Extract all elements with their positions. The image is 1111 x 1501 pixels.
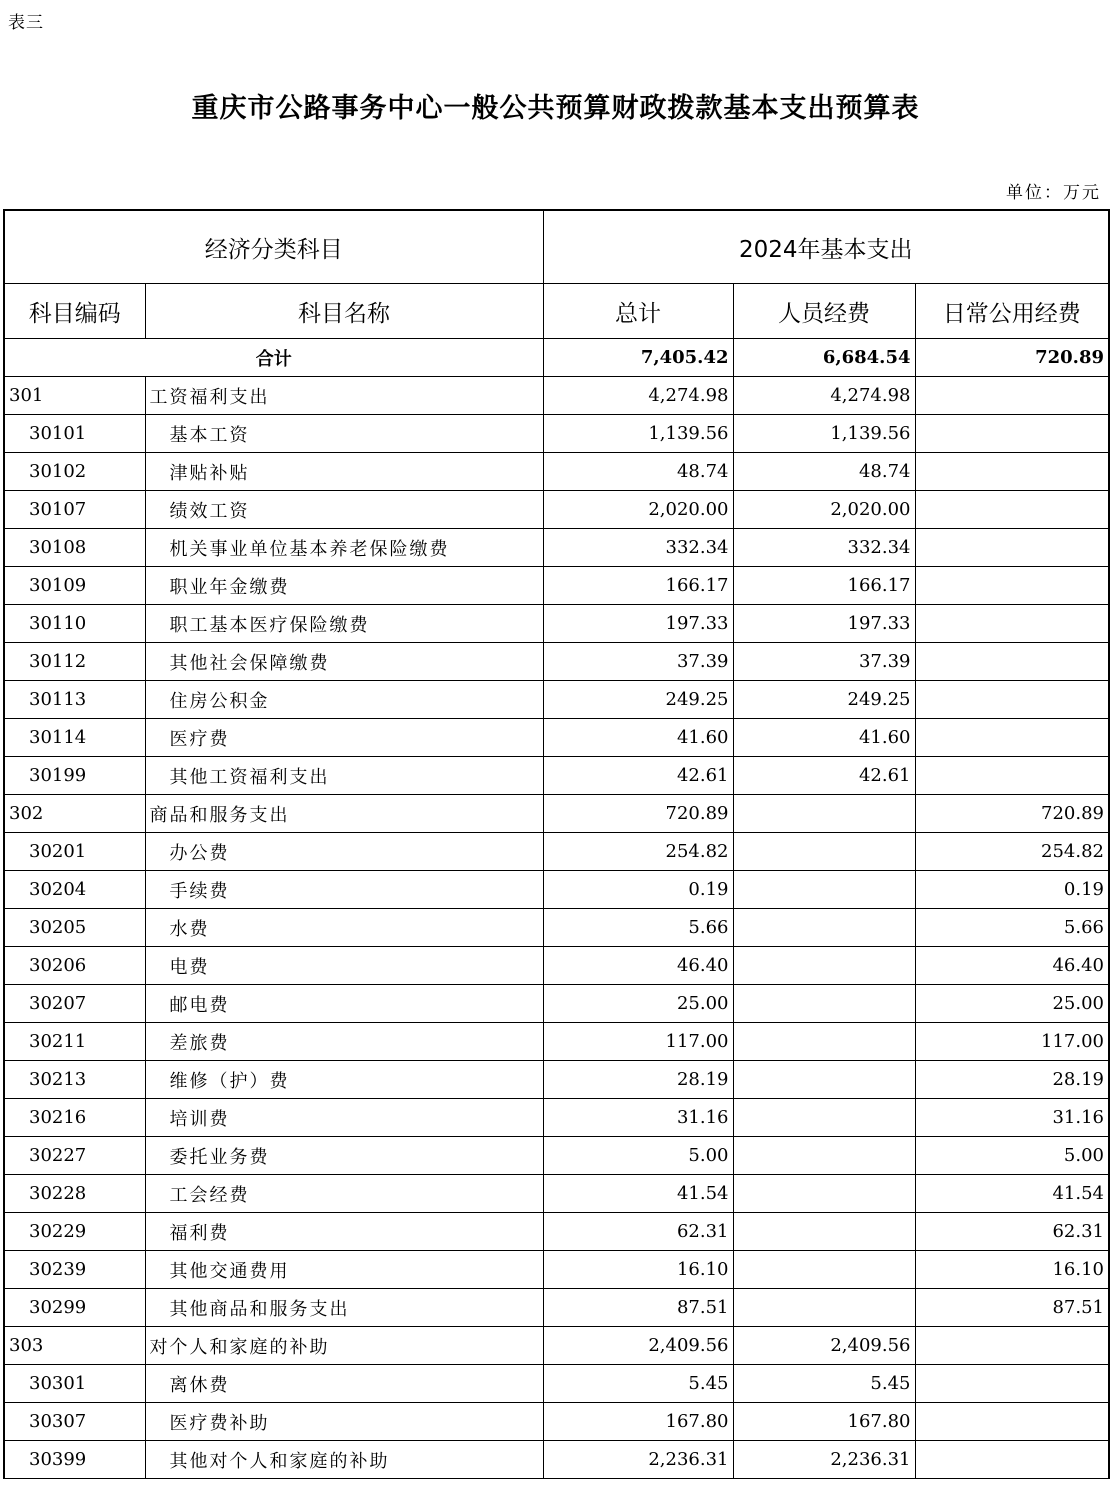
code-cell: 30110 [4, 605, 145, 643]
table-row [4, 1213, 1109, 1251]
personnel-cell: 2,409.56 [733, 1327, 915, 1365]
personnel-cell [733, 1289, 915, 1327]
personnel-cell [733, 1061, 915, 1099]
name-cell: 水费 [145, 909, 543, 947]
name-cell: 机关事业单位基本养老保险缴费 [145, 529, 543, 567]
total-cell: 167.80 [543, 1403, 733, 1441]
total-cell: 41.54 [543, 1175, 733, 1213]
daily-public-cell [915, 1403, 1109, 1441]
daily-public-cell: 46.40 [915, 947, 1109, 985]
code-cell: 30301 [4, 1365, 145, 1403]
code-cell: 303 [4, 1327, 145, 1365]
daily-public-cell [915, 719, 1109, 757]
table-row [4, 1061, 1109, 1099]
name-cell: 办公费 [145, 833, 543, 871]
code-cell: 30199 [4, 757, 145, 795]
category-row [4, 795, 1109, 833]
name-cell: 离休费 [145, 1365, 543, 1403]
table-row [4, 1365, 1109, 1403]
code-cell: 30239 [4, 1251, 145, 1289]
total-cell: 332.34 [543, 529, 733, 567]
personnel-cell: 332.34 [733, 529, 915, 567]
name-cell: 职工基本医疗保险缴费 [145, 605, 543, 643]
personnel-cell [733, 1137, 915, 1175]
personnel-cell [733, 1099, 915, 1137]
code-cell: 30229 [4, 1213, 145, 1251]
name-cell: 维修（护）费 [145, 1061, 543, 1099]
daily-public-cell [915, 681, 1109, 719]
personnel-cell [733, 909, 915, 947]
table-row [4, 1289, 1109, 1327]
personnel-cell: 1,139.56 [733, 415, 915, 453]
daily-public-cell: 31.16 [915, 1099, 1109, 1137]
personnel-cell: 166.17 [733, 567, 915, 605]
total-sum: 7,405.42 [543, 339, 733, 377]
code-cell: 30207 [4, 985, 145, 1023]
personnel-cell: 249.25 [733, 681, 915, 719]
total-cell: 62.31 [543, 1213, 733, 1251]
personnel-cell [733, 1213, 915, 1251]
total-cell: 249.25 [543, 681, 733, 719]
table-row [4, 567, 1109, 605]
total-cell: 720.89 [543, 795, 733, 833]
personnel-cell: 4,274.98 [733, 377, 915, 415]
table-row [4, 1099, 1109, 1137]
daily-public-cell [915, 453, 1109, 491]
name-cell: 医疗费 [145, 719, 543, 757]
code-cell: 30102 [4, 453, 145, 491]
daily-public-cell [915, 1365, 1109, 1403]
personnel-cell [733, 871, 915, 909]
personnel-cell: 41.60 [733, 719, 915, 757]
name-cell: 其他社会保障缴费 [145, 643, 543, 681]
name-cell: 住房公积金 [145, 681, 543, 719]
table-row [4, 605, 1109, 643]
total-cell: 197.33 [543, 605, 733, 643]
daily-public-cell: 62.31 [915, 1213, 1109, 1251]
total-cell: 5.45 [543, 1365, 733, 1403]
code-cell: 30109 [4, 567, 145, 605]
total-cell: 1,139.56 [543, 415, 733, 453]
daily-public-cell: 41.54 [915, 1175, 1109, 1213]
total-cell: 2,409.56 [543, 1327, 733, 1365]
code-cell: 30101 [4, 415, 145, 453]
category-row [4, 377, 1109, 415]
daily-public-cell [915, 757, 1109, 795]
name-cell: 培训费 [145, 1099, 543, 1137]
header-classification: 经济分类科目 [4, 210, 543, 284]
total-cell: 28.19 [543, 1061, 733, 1099]
name-cell: 手续费 [145, 871, 543, 909]
table-row [4, 909, 1109, 947]
table-row [4, 757, 1109, 795]
code-cell: 302 [4, 795, 145, 833]
name-cell: 邮电费 [145, 985, 543, 1023]
daily-public-cell [915, 377, 1109, 415]
total-cell: 166.17 [543, 567, 733, 605]
name-cell: 福利费 [145, 1213, 543, 1251]
personnel-cell: 48.74 [733, 453, 915, 491]
code-cell: 30211 [4, 1023, 145, 1061]
total-cell: 16.10 [543, 1251, 733, 1289]
daily-public-cell [915, 529, 1109, 567]
budget-table [3, 209, 1110, 1479]
header-code: 科目编码 [4, 284, 145, 339]
table-row [4, 985, 1109, 1023]
document-title: 重庆市公路事务中心一般公共预算财政拨款基本支出预算表 [191, 93, 920, 124]
daily-public-cell: 720.89 [915, 795, 1109, 833]
table-row [4, 719, 1109, 757]
code-cell: 30108 [4, 529, 145, 567]
total-label: 合计 [4, 339, 543, 377]
daily-public-cell: 87.51 [915, 1289, 1109, 1327]
header-basic-expense: 2024年基本支出 [543, 210, 1109, 284]
daily-public-cell [915, 567, 1109, 605]
total-cell: 42.61 [543, 757, 733, 795]
daily-public-cell: 254.82 [915, 833, 1109, 871]
total-cell: 37.39 [543, 643, 733, 681]
personnel-cell [733, 1251, 915, 1289]
name-cell: 其他工资福利支出 [145, 757, 543, 795]
header-name: 科目名称 [145, 284, 543, 339]
total-cell: 46.40 [543, 947, 733, 985]
name-cell: 其他商品和服务支出 [145, 1289, 543, 1327]
personnel-cell: 197.33 [733, 605, 915, 643]
total-cell: 5.00 [543, 1137, 733, 1175]
daily-public-cell: 28.19 [915, 1061, 1109, 1099]
total-cell: 25.00 [543, 985, 733, 1023]
name-cell: 医疗费补助 [145, 1403, 543, 1441]
table-row [4, 491, 1109, 529]
code-cell: 30307 [4, 1403, 145, 1441]
code-cell: 30206 [4, 947, 145, 985]
table-row [4, 529, 1109, 567]
header-total: 总计 [543, 284, 733, 339]
daily-public-cell: 5.00 [915, 1137, 1109, 1175]
name-cell: 电费 [145, 947, 543, 985]
name-cell: 商品和服务支出 [145, 795, 543, 833]
name-cell: 差旅费 [145, 1023, 543, 1061]
total-cell: 2,236.31 [543, 1441, 733, 1479]
name-cell: 绩效工资 [145, 491, 543, 529]
code-cell: 30112 [4, 643, 145, 681]
personnel-cell [733, 833, 915, 871]
table-row [4, 415, 1109, 453]
personnel-cell: 167.80 [733, 1403, 915, 1441]
total-cell: 31.16 [543, 1099, 733, 1137]
daily-public-cell [915, 415, 1109, 453]
total-personnel: 6,684.54 [733, 339, 915, 377]
daily-public-cell [915, 1441, 1109, 1479]
total-daily-public: 720.89 [915, 339, 1109, 377]
total-cell: 48.74 [543, 453, 733, 491]
table-row [4, 1403, 1109, 1441]
table-row [4, 1251, 1109, 1289]
total-cell: 0.19 [543, 871, 733, 909]
code-cell: 30299 [4, 1289, 145, 1327]
table-row [4, 947, 1109, 985]
header-personnel: 人员经费 [733, 284, 915, 339]
total-cell: 41.60 [543, 719, 733, 757]
daily-public-cell: 16.10 [915, 1251, 1109, 1289]
name-cell: 对个人和家庭的补助 [145, 1327, 543, 1365]
daily-public-cell [915, 491, 1109, 529]
header-row-columns [4, 284, 1109, 339]
code-cell: 30204 [4, 871, 145, 909]
personnel-cell [733, 947, 915, 985]
table-number-label: 表三 [8, 13, 44, 33]
total-cell: 5.66 [543, 909, 733, 947]
personnel-cell [733, 795, 915, 833]
code-cell: 30213 [4, 1061, 145, 1099]
personnel-cell: 42.61 [733, 757, 915, 795]
name-cell: 委托业务费 [145, 1137, 543, 1175]
code-cell: 30113 [4, 681, 145, 719]
name-cell: 职业年金缴费 [145, 567, 543, 605]
daily-public-cell: 5.66 [915, 909, 1109, 947]
code-cell: 30107 [4, 491, 145, 529]
table-row [4, 1137, 1109, 1175]
header-daily-public: 日常公用经费 [915, 284, 1109, 339]
code-cell: 30216 [4, 1099, 145, 1137]
table-row [4, 871, 1109, 909]
unit-label: 单位：万元 [1006, 183, 1101, 203]
code-cell: 30227 [4, 1137, 145, 1175]
personnel-cell [733, 1175, 915, 1213]
total-row [4, 339, 1109, 377]
daily-public-cell: 0.19 [915, 871, 1109, 909]
personnel-cell: 2,020.00 [733, 491, 915, 529]
category-row [4, 1327, 1109, 1365]
table-row [4, 453, 1109, 491]
name-cell: 基本工资 [145, 415, 543, 453]
name-cell: 津贴补贴 [145, 453, 543, 491]
total-cell: 2,020.00 [543, 491, 733, 529]
table-row [4, 643, 1109, 681]
daily-public-cell [915, 643, 1109, 681]
code-cell: 30228 [4, 1175, 145, 1213]
code-cell: 301 [4, 377, 145, 415]
table-row [4, 1441, 1109, 1479]
total-cell: 87.51 [543, 1289, 733, 1327]
table-row [4, 833, 1109, 871]
table-row [4, 681, 1109, 719]
header-row-group [4, 210, 1109, 284]
daily-public-cell [915, 1327, 1109, 1365]
name-cell: 工资福利支出 [145, 377, 543, 415]
name-cell: 工会经费 [145, 1175, 543, 1213]
personnel-cell: 37.39 [733, 643, 915, 681]
table-row [4, 1023, 1109, 1061]
table-row [4, 1175, 1109, 1213]
personnel-cell [733, 1023, 915, 1061]
daily-public-cell: 117.00 [915, 1023, 1109, 1061]
code-cell: 30205 [4, 909, 145, 947]
name-cell: 其他交通费用 [145, 1251, 543, 1289]
code-cell: 30399 [4, 1441, 145, 1479]
personnel-cell: 2,236.31 [733, 1441, 915, 1479]
total-cell: 4,274.98 [543, 377, 733, 415]
personnel-cell: 5.45 [733, 1365, 915, 1403]
name-cell: 其他对个人和家庭的补助 [145, 1441, 543, 1479]
budget-table-body [4, 210, 1109, 1479]
daily-public-cell [915, 605, 1109, 643]
code-cell: 30201 [4, 833, 145, 871]
total-cell: 117.00 [543, 1023, 733, 1061]
code-cell: 30114 [4, 719, 145, 757]
daily-public-cell: 25.00 [915, 985, 1109, 1023]
total-cell: 254.82 [543, 833, 733, 871]
personnel-cell [733, 985, 915, 1023]
